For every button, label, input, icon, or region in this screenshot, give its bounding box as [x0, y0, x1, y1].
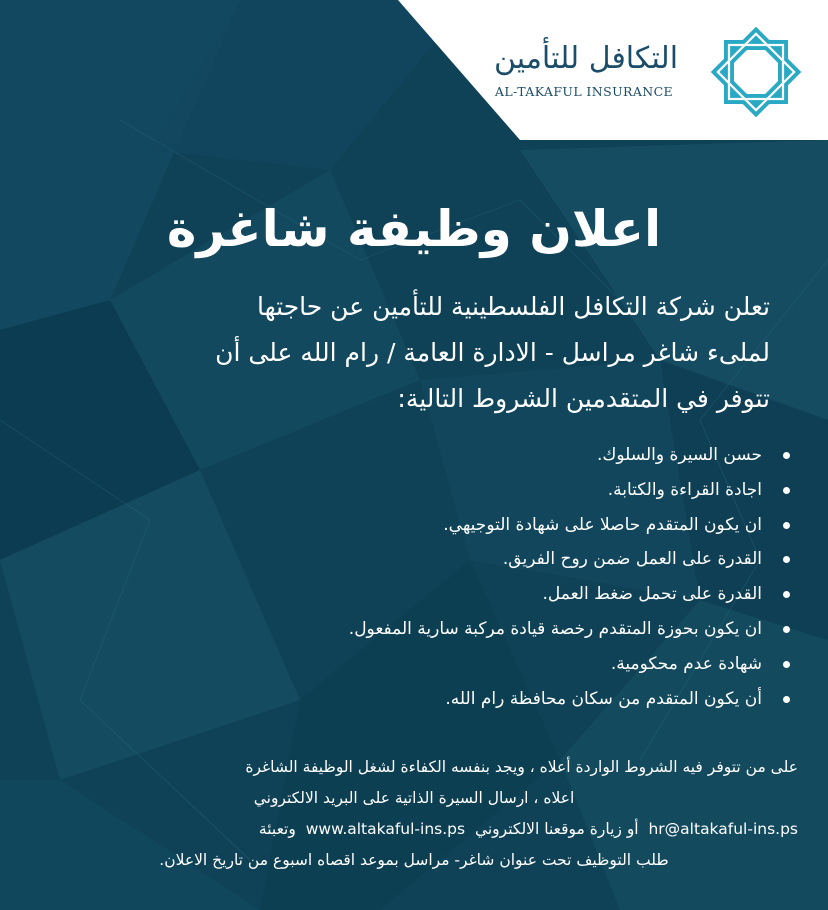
requirement-text: حسن السيرة والسلوك.	[596, 445, 762, 465]
list-item	[140, 438, 790, 473]
fill-text: وتعبئة	[258, 820, 296, 838]
company-logo	[398, 0, 828, 140]
requirement-text: ان يكون المتقدم حاصلا على شهادة التوجيهي.	[443, 514, 762, 535]
bullet-icon	[783, 452, 790, 459]
requirement-text: اجادة القراءة والكتابة.	[607, 479, 762, 500]
instructions-line: على من تتوفر فيه الشروط الواردة أعلاه ، ويجد بنفسه الكفاءة لشغل الوظيفة الشاغرة	[245, 758, 798, 776]
requirement-text: شهادة عدم محكومية.	[610, 653, 762, 674]
visit-text: أو زيارة موقعنا الالكتروني	[474, 820, 639, 838]
instructions-line: اعلاه ، ارسال السيرة الذاتية على البريد الالكتروني	[253, 789, 575, 807]
list-item	[140, 577, 790, 612]
logo-star-mark-icon	[710, 26, 802, 118]
bullet-icon	[783, 591, 790, 598]
requirement-text: أن يكون المتقدم من سكان محافظة رام الله.	[445, 688, 762, 709]
bullet-icon	[783, 556, 790, 563]
bullet-icon	[783, 487, 790, 494]
bullet-icon	[783, 626, 790, 633]
website-link[interactable]: www.altakaful-ins.ps	[305, 820, 466, 838]
list-item	[140, 682, 790, 717]
intro-line: لملىء شاغر مراسل - الادارة العامة / رام الله على أن	[215, 338, 770, 367]
logo-name-english: AL-TAKAFUL INSURANCE	[494, 84, 674, 99]
instructions-line: طلب التوظيف تحت عنوان شاغر- مراسل بموعد اقصاه اسبوع من تاريخ الاعلان.	[159, 851, 669, 869]
list-item	[140, 473, 790, 508]
email-link[interactable]: hr@altakaful-ins.ps	[648, 820, 798, 838]
requirements-list	[140, 438, 790, 716]
bullet-icon	[783, 522, 790, 529]
requirement-text: ان يكون بحوزة المتقدم رخصة قيادة مركبة سارية المفعول.	[348, 618, 762, 639]
requirement-text: القدرة على العمل ضمن روح الفريق.	[502, 549, 762, 570]
list-item	[140, 542, 790, 577]
list-item	[140, 508, 790, 543]
intro-line: تعلن شركة التكافل الفلسطينية للتأمين عن حاجتها	[257, 292, 770, 321]
contact-line	[30, 814, 798, 845]
intro-line: تتوفر في المتقدمين الشروط التالية:	[397, 384, 770, 413]
page-title: اعلان وظيفة شاغرة	[166, 200, 662, 258]
requirement-text: القدرة على تحمل ضغط العمل.	[542, 584, 762, 605]
list-item	[140, 612, 790, 647]
bullet-icon	[783, 661, 790, 668]
list-item	[140, 647, 790, 682]
logo-name-arabic: التكافل للتأمين	[493, 41, 679, 76]
announcement-intro	[150, 284, 770, 422]
application-instructions	[30, 752, 798, 876]
bullet-icon	[783, 696, 790, 703]
